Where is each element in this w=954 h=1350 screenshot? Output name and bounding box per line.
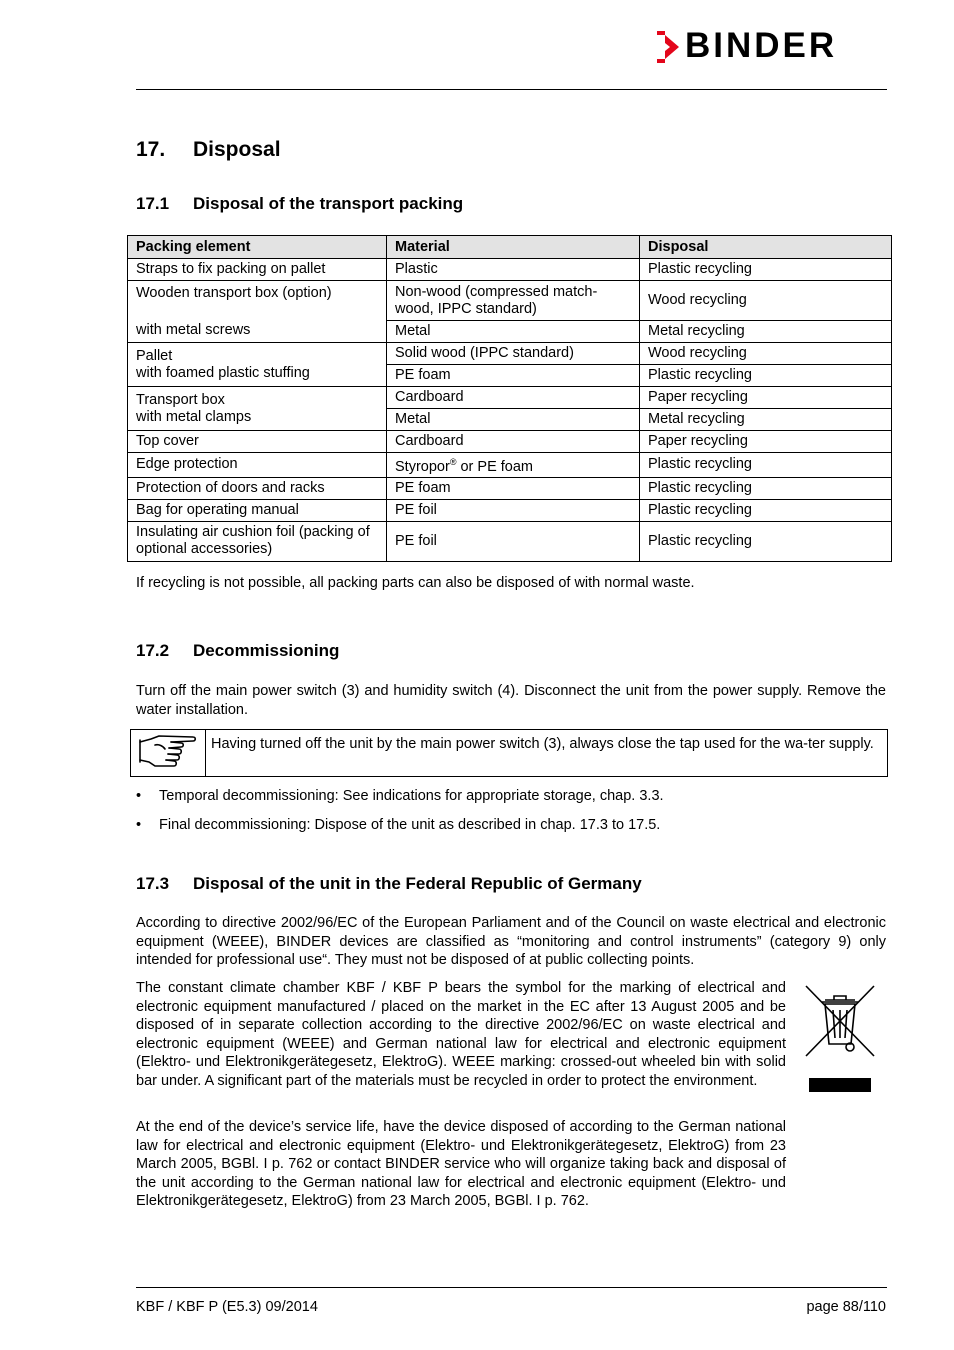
bullet: • xyxy=(136,788,142,804)
cell-line: with foamed plastic stuffing xyxy=(136,364,310,381)
weee-marking-paragraph: The constant climate chamber KBF / KBF P bears the symbol for the marking of electrical and electronic equipment manufactured / placed on the market in the EC after 13 August 2005 and be disposed of in separate collection according to the directive 2002/96/EC on waste electrical and electronic equipment (WEEE) and German national law for electrical and electronic equipment (Elektro- und Elektronikgerätegesetz, ElektroG). WEEE marking: crossed-out wheeled bin with solid bar under. A significant part of the materials must be recycled in order to protect the environment. xyxy=(136,980,786,1089)
column-header: Packing element xyxy=(128,236,387,259)
table-cell: Protection of doors and racks xyxy=(128,477,387,499)
bullet: • xyxy=(136,817,142,833)
list-item xyxy=(136,787,886,805)
section-number: 17.1 xyxy=(136,194,170,213)
cell-line: Wooden transport box (option) xyxy=(136,285,332,301)
table-cell: Plastic xyxy=(387,259,640,281)
chapter-title-text: Disposal xyxy=(193,138,281,161)
decommissioning-paragraph: Turn off the main power switch (3) and humidity switch (4). Disconnect the unit from the power supply. Remove the water installation. xyxy=(136,683,886,718)
table-cell: Cardboard xyxy=(387,431,640,453)
table-cell: Straps to fix packing on pallet xyxy=(128,259,387,281)
table-cell xyxy=(128,343,387,387)
section-number: 17.3 xyxy=(136,874,170,893)
table-cell: Wood recycling xyxy=(640,343,892,365)
logo-arrow-icon xyxy=(655,31,681,63)
table-cell: Metal recycling xyxy=(640,409,892,431)
table-row xyxy=(128,431,892,453)
hint-icon-cell xyxy=(131,730,206,776)
table-cell: PE foil xyxy=(387,521,640,561)
table-cell: Plastic recycling xyxy=(640,499,892,521)
weee-directive-paragraph: According to directive 2002/96/EC of the European Parliament and of the Council on waste electrical and electronic equipment (WEEE), BINDER devices are classified as “monitoring and control instruments” (category 9) only intended for professional use“. They must not be disposed of at public collecting points. xyxy=(136,915,886,968)
decommissioning-list xyxy=(136,787,886,845)
table-cell: Plastic recycling xyxy=(640,477,892,499)
section-title: Disposal of the unit in the Federal Republic of Germany xyxy=(193,874,642,893)
table-cell: Plastic recycling xyxy=(640,259,892,281)
registered-mark: ® xyxy=(449,457,457,467)
recycling-note: If recycling is not possible, all packing parts can also be disposed of with normal waste. xyxy=(136,575,695,591)
footer-divider xyxy=(136,1287,887,1288)
section-17-3-heading xyxy=(136,873,642,895)
table-cell xyxy=(387,453,640,478)
hint-text: Having turned off the unit by the main power switch (3), always close the tap used for the wa-ter supply. xyxy=(211,736,874,752)
table-cell: Metal xyxy=(387,321,640,343)
table-cell: Plastic recycling xyxy=(640,453,892,478)
binder-logo xyxy=(655,26,887,65)
cell-line: Transport box xyxy=(136,391,225,408)
table-cell: Edge protection xyxy=(128,453,387,478)
table-cell: Bag for operating manual xyxy=(128,499,387,521)
weee-solid-bar xyxy=(809,1078,871,1092)
cell-line: with metal clamps xyxy=(136,408,252,425)
material-text-rest: or PE foam xyxy=(456,458,534,475)
table-cell xyxy=(128,281,387,343)
crossed-out-wheeled-bin-icon xyxy=(800,980,880,1062)
table-cell: Wood recycling xyxy=(640,281,892,321)
material-text: Styropor xyxy=(395,458,450,475)
list-item-text: Final decommissioning: Dispose of the unit as described in chap. 17.3 to 17.5. xyxy=(159,817,661,833)
table-row xyxy=(128,387,892,409)
section-17-1-heading xyxy=(136,193,463,215)
chapter-title xyxy=(136,136,281,164)
header-divider xyxy=(136,89,887,90)
list-item xyxy=(136,816,886,834)
table-cell: Plastic recycling xyxy=(640,365,892,387)
table-row xyxy=(128,477,892,499)
column-header: Material xyxy=(387,236,640,259)
table-cell: Top cover xyxy=(128,431,387,453)
table-cell: Metal xyxy=(387,409,640,431)
section-number: 17.2 xyxy=(136,641,170,660)
table-row xyxy=(128,259,892,281)
table-cell: Paper recycling xyxy=(640,431,892,453)
table-cell: PE foam xyxy=(387,477,640,499)
table-row xyxy=(128,343,892,365)
table-cell: PE foam xyxy=(387,365,640,387)
brand-name: BINDER xyxy=(685,26,838,65)
table-row xyxy=(128,453,892,478)
list-item-text: Temporal decommissioning: See indications for appropriate storage, chap. 3.3. xyxy=(159,788,664,804)
hint-box xyxy=(130,729,888,777)
table-cell: Non-wood (compressed match-wood, IPPC standard) xyxy=(387,281,640,321)
cell-line: Pallet xyxy=(136,347,173,364)
table-cell: Solid wood (IPPC standard) xyxy=(387,343,640,365)
section-title: Disposal of the transport packing xyxy=(193,194,464,213)
footer-page-number: page 88/110 xyxy=(806,1299,886,1315)
table-row xyxy=(128,521,892,561)
chapter-number: 17. xyxy=(136,138,166,161)
table-cell: Metal recycling xyxy=(640,321,892,343)
table-cell: Cardboard xyxy=(387,387,640,409)
table-header-row xyxy=(128,236,892,259)
pointing-hand-icon xyxy=(131,730,205,776)
table-cell: Paper recycling xyxy=(640,387,892,409)
table-cell: PE foil xyxy=(387,499,640,521)
table-row xyxy=(128,499,892,521)
table-cell: Plastic recycling xyxy=(640,521,892,561)
table-cell: Insulating air cushion foil (packing of optional accessories) xyxy=(128,521,387,561)
end-of-life-paragraph: At the end of the device’s service life, have the device disposed of according to the German national law for electrical and electronic equipment (Elektro- und Elektronikgerätegesetz, ElektroG) from 23 March 2005, BGBl. I p. 762 or contact BINDER service who will organize taking back and disposal of the unit according to the German national law for electrical and electronic equipment (Elektro- und Elektronikgerätegesetz, ElektroG) from 23 March 2005, BGBl. I p. 762. xyxy=(136,1119,786,1209)
footer-document-id: KBF / KBF P (E5.3) 09/2014 xyxy=(136,1299,318,1315)
section-17-2-heading xyxy=(136,640,339,662)
cell-line: with metal screws xyxy=(136,322,251,338)
table-cell xyxy=(128,387,387,431)
column-header: Disposal xyxy=(640,236,892,259)
packing-table xyxy=(127,235,892,562)
table-row xyxy=(128,281,892,321)
section-title: Decommissioning xyxy=(193,641,340,660)
